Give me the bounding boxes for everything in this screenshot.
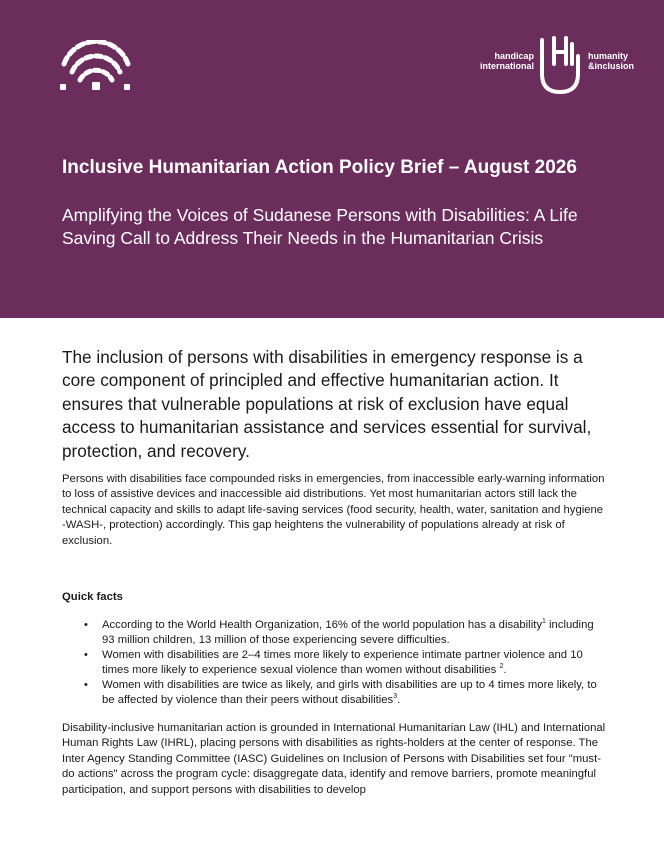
bullet-icon: • <box>84 679 88 691</box>
fact-text: According to the World Health Organization, 16% of the world population has a disability <box>102 619 542 631</box>
quick-facts-list <box>62 618 607 708</box>
list-item <box>62 648 607 678</box>
footnote-ref[interactable]: 1 <box>542 618 546 626</box>
fan-logo-icon <box>58 40 134 94</box>
fact-text-cont: . <box>397 694 401 706</box>
logo-line-international: international <box>479 61 534 71</box>
fact-text-cont: including 93 million children, 13 million of those experiencing severe difficulties. <box>102 619 594 646</box>
fact-text-cont: . <box>503 664 507 676</box>
page-subtitle: Amplifying the Voices of Sudanese Persons with Disabilities: A Life Saving Call to Address Their Needs in the Humanitarian Crisis <box>62 205 578 248</box>
logo-line-humanity: humanity <box>588 51 629 61</box>
closing-paragraph: Disability-inclusive humanitarian action is grounded in International Humanitarian Law (IHL) and International Human Rights Law (IHRL), placing persons with disabilities as rights-holders at the center of response. The Inter Agency Standing Committee (IASC) Guidelines on Inclusion of Persons with Disabilities set four "must-do actions" across the program cycle: disaggregate data, identify and remove barriers, promote meaningful participation, and support persons with disabilities to develop <box>62 722 606 796</box>
handicap-international-logo <box>474 34 635 96</box>
list-item <box>62 618 607 648</box>
lead-paragraph: The inclusion of persons with disabilities in emergency response is a core component of principled and effective humanitarian action. It ensures that vulnerable populations at risk of exclusion have equal access to humanitarian assistance and services essential for survival, protection, and recovery. <box>62 347 592 461</box>
header-banner <box>0 0 664 318</box>
logo-text-left <box>476 51 534 71</box>
logo-line-inclusion: &inclusion <box>588 61 635 71</box>
list-item <box>62 678 607 708</box>
footnote-ref[interactable]: 2 <box>499 663 504 671</box>
footnote-ref[interactable]: 3 <box>393 693 398 701</box>
fact-text: Women with disabilities are twice as likely, and girls with disabilities are up to 4 times more likely, to be affected by violence than their peers without disabilities <box>102 679 597 706</box>
bullet-icon: • <box>84 649 88 661</box>
fact-text: Women with disabilities are 2–4 times more likely to experience intimate partner violence and 10 times more likely to experience sexual violence than women without disabilities <box>102 649 583 676</box>
hand-hi-icon <box>536 34 584 96</box>
logo-text-right <box>588 51 658 71</box>
bullet-icon: • <box>84 619 88 631</box>
intro-paragraph: Persons with disabilities face compounded risks in emergencies, from inaccessible early-warning information to loss of assistive devices and inaccessible aid distributions. Yet most humanitarian actors still lack the technical capacity and skills to adapt life-saving services (food security, health, water, sanitation and hygiene -WASH-, protection) accordingly. This gap heightens the vulnerability of populations already at risk of exclusion. <box>62 473 605 547</box>
logo-line-handicap: handicap <box>494 51 534 61</box>
quick-facts-heading: Quick facts <box>62 591 123 603</box>
page-title: Inclusive Humanitarian Action Policy Brief – August 2026 <box>62 157 577 178</box>
